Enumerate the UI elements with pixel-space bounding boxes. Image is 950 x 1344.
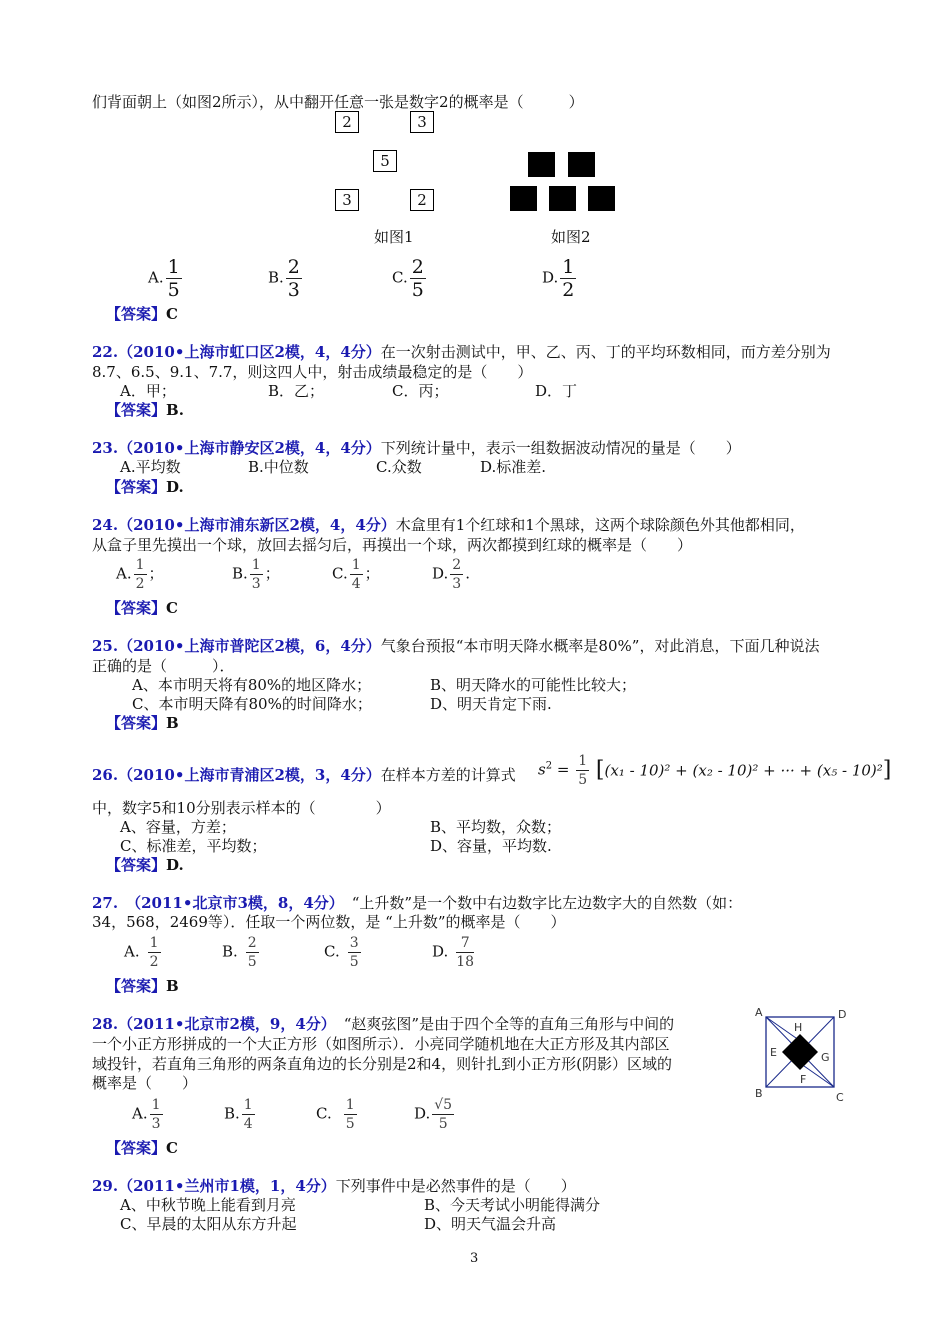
left-bracket: [ xyxy=(595,757,605,783)
q21-answer: 【答案】C xyxy=(106,305,178,323)
card: 2 xyxy=(410,189,434,211)
q27-option-d: D. $\frac{7}{18}$ xyxy=(432,935,475,970)
figure-label: E xyxy=(770,1046,777,1059)
figure-label: B xyxy=(755,1087,763,1100)
facedown-card xyxy=(549,186,576,211)
facedown-card xyxy=(588,186,615,211)
q28-line4: 概率是（ ） xyxy=(92,1074,198,1092)
card: 3 xyxy=(335,189,359,211)
q26-option-c: C、标准差，平均数； xyxy=(120,837,267,855)
fig1-caption: 如图1 xyxy=(374,228,414,246)
q28-option-c: C. $\frac{1}{5}$ xyxy=(316,1097,355,1132)
q28-option-a: A. $\frac{1}{3}$ xyxy=(132,1097,161,1132)
q25-line1: 25.（2010•上海市普陀区2模，6，4分）气象台预报“本市明天降水概率是80%”，对此消息，下面几种说法 xyxy=(92,637,820,655)
q28-answer: 【答案】C xyxy=(106,1139,178,1157)
figure-label: F xyxy=(800,1073,807,1086)
q21-option-a: A. $\frac{1}{5}$ xyxy=(148,256,180,301)
q26-option-d: D、容量，平均数. xyxy=(430,837,552,855)
q27-option-a: A. $\frac{1}{2}$ xyxy=(124,935,159,970)
q22-line1: 22.（2010•上海市虹口区2模，4，4分）在一次射击测试中，甲、乙、丙、丁的平均环数相同，而方差分别为 xyxy=(92,343,831,361)
q27-line1: 27. （2011•北京市3模，8，4分） “上升数”是一个数中右边数字比左边数字大的自然数（如： xyxy=(92,894,743,912)
q22-option-c: C．丙； xyxy=(392,382,449,400)
q29-line1: 29.（2011•兰州市1模，1，4分）下列事件中是必然事件的是（ ） xyxy=(92,1177,576,1195)
q23-option-d: D.标准差. xyxy=(480,458,547,476)
q27-answer: 【答案】B xyxy=(106,977,179,995)
q26-option-b: B、平均数，众数； xyxy=(430,818,562,836)
figure-label: A xyxy=(755,1006,763,1019)
q23-option-b: B.中位数 xyxy=(248,458,309,476)
q23-option-c: C.众数 xyxy=(376,458,422,476)
q25-option-c: C、本市明天降有80%的时间降水； xyxy=(132,695,372,713)
q26-answer: 【答案】D. xyxy=(106,856,184,874)
q22-answer: 【答案】B. xyxy=(106,401,184,419)
q24-line1: 24.（2010•上海市浦东新区2模，4，4分）木盒里有1个红球和1个黑球，这两个球除颜色外其他都相同， xyxy=(92,516,805,534)
q28-option-d: D. $\frac{√5}{5}$ xyxy=(414,1097,453,1132)
card: 2 xyxy=(335,111,359,133)
q24-option-a: A. $\frac{1}{2}$ ； xyxy=(116,557,164,592)
q22-option-b: B．乙； xyxy=(268,382,325,400)
q27-option-b: B. $\frac{2}{5}$ xyxy=(222,935,257,970)
q24-option-d: D. $\frac{2}{3}$ . xyxy=(432,557,470,592)
q24-line2: 从盒子里先摸出一个球，放回去摇匀后，再摸出一个球，两次都摸到红球的概率是（ ） xyxy=(92,536,693,554)
q29-option-c: C、早晨的太阳从东方升起 xyxy=(120,1215,297,1233)
q29-option-b: B、今天考试小明能得满分 xyxy=(424,1196,601,1214)
figure-label: C xyxy=(836,1091,844,1104)
q27-line2: 34，568，2469等）．任取一个两位数，是 “上升数”的概率是（ ） xyxy=(92,913,566,931)
figure-label: D xyxy=(838,1008,847,1021)
q26-line1: 26.（2010•上海市青浦区2模，3，4分）在样本方差的计算式 xyxy=(92,766,516,784)
q21-option-b: B. $\frac{2}{3}$ xyxy=(268,256,300,301)
figure-label: G xyxy=(821,1051,830,1064)
card: 3 xyxy=(410,111,434,133)
q21-option-c: C. $\frac{2}{5}$ xyxy=(392,256,424,301)
facedown-card xyxy=(510,186,537,211)
q22-option-d: D．丁 xyxy=(535,382,578,400)
q25-option-b: B、明天降水的可能性比较大； xyxy=(430,676,637,694)
q24-option-c: C. $\frac{1}{4}$ ； xyxy=(332,557,380,592)
variance-formula: $s^2$ = $\frac{1}{5}$ [(x₁ - 10)² + (x₂ - 10)² + ··· + (x₅ - 10)²] xyxy=(538,753,892,788)
q22-option-a: A．甲； xyxy=(120,382,176,400)
q28-option-b: B. $\frac{1}{4}$ xyxy=(224,1097,253,1132)
q23-answer: 【答案】D. xyxy=(106,478,184,496)
q23-option-a: A.平均数 xyxy=(120,458,181,476)
q29-option-d: D、明天气温会升高 xyxy=(424,1215,557,1233)
q21-option-d: D. $\frac{1}{2}$ xyxy=(542,256,575,301)
q28-line2: 一个小正方形拼成的一个大正方形（如图所示）．小亮同学随机地在大正方形及其内部区 xyxy=(92,1035,670,1053)
q25-option-d: D、明天肯定下雨. xyxy=(430,695,552,713)
q28-line1: 28.（2011•北京市2模，9，4分） “赵爽弦图”是由于四个全等的直角三角形与中间的 xyxy=(92,1015,675,1033)
page-number: 3 xyxy=(470,1251,479,1266)
right-bracket: ] xyxy=(882,757,892,783)
facedown-card xyxy=(568,152,595,177)
q25-answer: 【答案】B xyxy=(106,714,179,732)
zhaoshuang-figure xyxy=(750,1003,860,1105)
facedown-card xyxy=(528,152,555,177)
q22-line2: 8.7、6.5、9.1、7.7，则这四人中，射击成绩最稳定的是（ ） xyxy=(92,363,533,381)
figure-label: H xyxy=(794,1021,803,1034)
q23-line1: 23.（2010•上海市静安区2模，4，4分）下列统计量中，表示一组数据波动情况的量是（ ） xyxy=(92,439,741,457)
q27-option-c: C. $\frac{3}{5}$ xyxy=(324,935,359,970)
q28-line3: 域投针，若直角三角形的两条直角边的长分别是2和4，则针扎到小正方形(阴影）区域的 xyxy=(92,1055,672,1073)
q29-option-a: A、中秋节晚上能看到月亮 xyxy=(120,1196,296,1214)
q25-line2: 正确的是（ ）． xyxy=(92,657,235,675)
q25-option-a: A、本市明天将有80%的地区降水； xyxy=(132,676,372,694)
q26-option-a: A、容量，方差； xyxy=(120,818,236,836)
card: 5 xyxy=(373,150,397,172)
q24-option-b: B. $\frac{1}{3}$ ； xyxy=(232,557,280,592)
intro-line: 们背面朝上（如图2所示），从中翻开任意一张是数字2的概率是（ ） xyxy=(92,93,584,111)
q26-line2: 中，数字5和10分别表示样本的（ ） xyxy=(92,799,391,817)
fig2-caption: 如图2 xyxy=(551,228,591,246)
q24-answer: 【答案】C xyxy=(106,599,178,617)
